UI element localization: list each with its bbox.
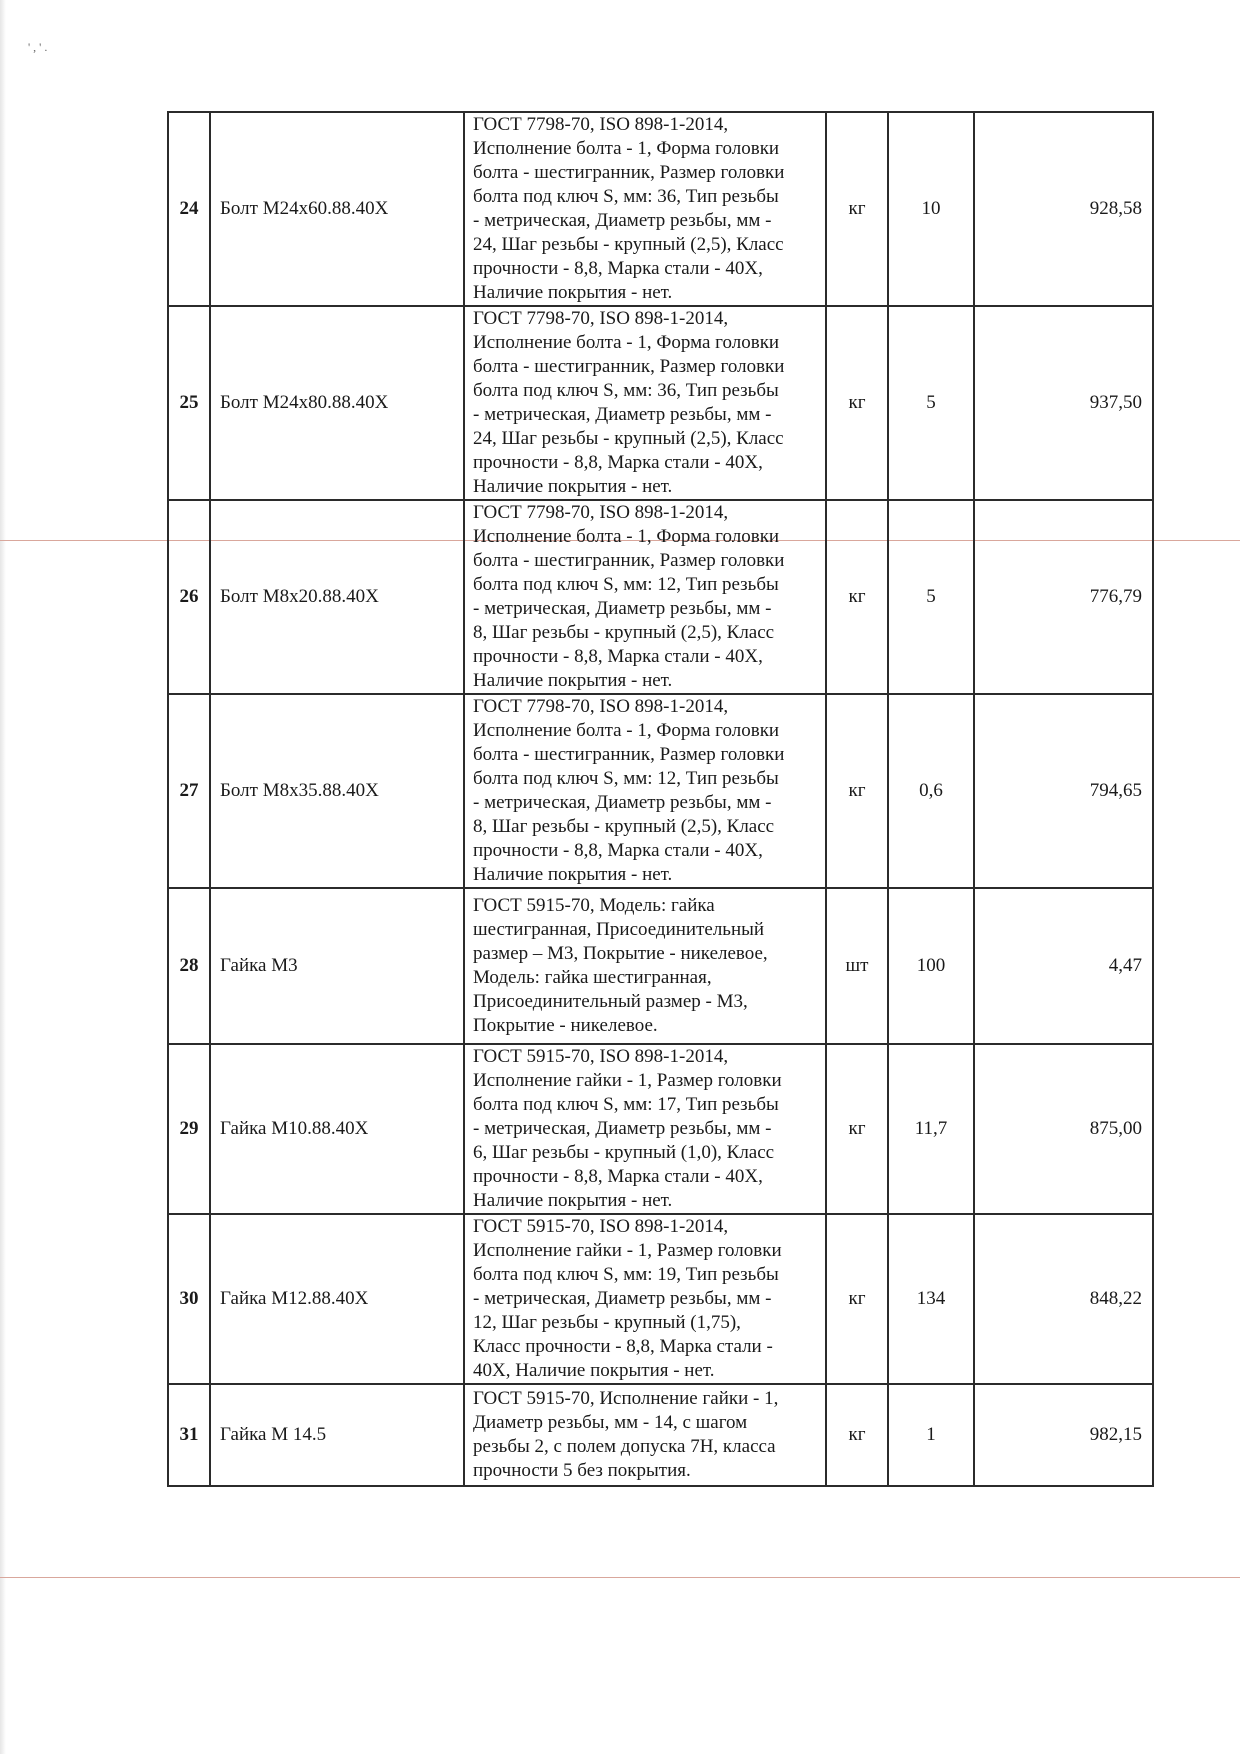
description-line: - метрическая, Диаметр резьбы, мм -: [473, 404, 772, 425]
description-line: - метрическая, Диаметр резьбы, мм -: [473, 598, 772, 619]
item-description: [464, 306, 826, 500]
table-row: [168, 1044, 1153, 1214]
row-number: 26: [168, 500, 210, 694]
description-line: 6, Шаг резьбы - крупный (1,0), Класс: [473, 1142, 775, 1163]
description-line: болта под ключ S, мм: 36, Тип резьбы: [473, 380, 779, 401]
description-line: Исполнение болта - 1, Форма головки: [473, 720, 780, 741]
description-line: 12, Шаг резьбы - крупный (1,75),: [473, 1312, 741, 1333]
description-line: прочности - 8,8, Марка стали - 40Х,: [473, 258, 763, 279]
description-line: Исполнение гайки - 1, Размер головки: [473, 1070, 782, 1091]
description-line: болта - шестигранник, Размер головки: [473, 162, 785, 183]
unit-of-measure: шт: [826, 888, 888, 1044]
price: 875,00: [974, 1044, 1153, 1214]
row-number: 30: [168, 1214, 210, 1384]
description-line: ГОСТ 7798-70, ISO 898-1-2014,: [473, 696, 729, 717]
description-line: ГОСТ 5915-70, ISO 898-1-2014,: [473, 1216, 729, 1237]
item-name: Болт М8х35.88.40Х: [210, 694, 464, 888]
table-row: [168, 1214, 1153, 1384]
quantity: 134: [888, 1214, 974, 1384]
item-description: [464, 1044, 826, 1214]
description-line: Исполнение болта - 1, Форма головки: [473, 526, 780, 547]
price: 776,79: [974, 500, 1153, 694]
fold-line-lower: [0, 1577, 1240, 1578]
unit-of-measure: кг: [826, 1214, 888, 1384]
unit-of-measure: кг: [826, 694, 888, 888]
description-line: размер – М3, Покрытие - никелевое,: [473, 943, 768, 964]
quantity: 5: [888, 306, 974, 500]
description-line: 24, Шаг резьбы - крупный (2,5), Класс: [473, 428, 784, 449]
description-line: Наличие покрытия - нет.: [473, 1190, 673, 1211]
row-number: 24: [168, 112, 210, 306]
price: 928,58: [974, 112, 1153, 306]
description-line: ГОСТ 7798-70, ISO 898-1-2014,: [473, 308, 729, 329]
price: 937,50: [974, 306, 1153, 500]
price: 794,65: [974, 694, 1153, 888]
item-name: Гайка М12.88.40Х: [210, 1214, 464, 1384]
table-row: [168, 500, 1153, 694]
description-line: 8, Шаг резьбы - крупный (2,5), Класс: [473, 816, 775, 837]
description-line: Класс прочности - 8,8, Марка стали -: [473, 1336, 773, 1357]
description-line: Исполнение гайки - 1, Размер головки: [473, 1240, 782, 1261]
item-name: Гайка М 14.5: [210, 1384, 464, 1486]
item-name: Гайка М3: [210, 888, 464, 1044]
table-row: [168, 112, 1153, 306]
description-line: ГОСТ 5915-70, Модель: гайка: [473, 895, 715, 916]
item-description: [464, 500, 826, 694]
description-line: Модель: гайка шестигранная,: [473, 967, 712, 988]
item-description: [464, 112, 826, 306]
description-line: резьбы 2, с полем допуска 7Н, класса: [473, 1436, 776, 1457]
unit-of-measure: кг: [826, 500, 888, 694]
description-line: болта под ключ S, мм: 12, Тип резьбы: [473, 768, 779, 789]
description-line: - метрическая, Диаметр резьбы, мм -: [473, 1288, 772, 1309]
item-description: [464, 888, 826, 1044]
quantity: 100: [888, 888, 974, 1044]
scan-corner-mark: ' , ' .: [28, 40, 48, 54]
item-name: Болт М8х20.88.40Х: [210, 500, 464, 694]
unit-of-measure: кг: [826, 306, 888, 500]
item-description: [464, 1214, 826, 1384]
description-line: Наличие покрытия - нет.: [473, 670, 673, 691]
table-row: [168, 694, 1153, 888]
row-number: 25: [168, 306, 210, 500]
description-line: болта - шестигранник, Размер головки: [473, 550, 785, 571]
unit-of-measure: кг: [826, 112, 888, 306]
item-description: [464, 694, 826, 888]
description-line: прочности - 8,8, Марка стали - 40Х,: [473, 646, 763, 667]
item-name: Болт М24х80.88.40Х: [210, 306, 464, 500]
description-line: Присоединительный размер - М3,: [473, 991, 748, 1012]
description-line: Исполнение болта - 1, Форма головки: [473, 138, 780, 159]
description-line: ГОСТ 7798-70, ISO 898-1-2014,: [473, 502, 729, 523]
description-line: болта под ключ S, мм: 17, Тип резьбы: [473, 1094, 779, 1115]
quantity: 5: [888, 500, 974, 694]
description-line: 40Х, Наличие покрытия - нет.: [473, 1360, 715, 1381]
description-line: - метрическая, Диаметр резьбы, мм -: [473, 210, 772, 231]
description-line: Наличие покрытия - нет.: [473, 476, 673, 497]
description-line: 24, Шаг резьбы - крупный (2,5), Класс: [473, 234, 784, 255]
description-line: болта - шестигранник, Размер головки: [473, 744, 785, 765]
table-row: [168, 888, 1153, 1044]
price: 4,47: [974, 888, 1153, 1044]
description-line: ГОСТ 5915-70, Исполнение гайки - 1,: [473, 1388, 779, 1409]
item-name: Болт М24х60.88.40Х: [210, 112, 464, 306]
unit-of-measure: кг: [826, 1044, 888, 1214]
description-line: прочности 5 без покрытия.: [473, 1460, 691, 1481]
row-number: 31: [168, 1384, 210, 1486]
description-line: - метрическая, Диаметр резьбы, мм -: [473, 792, 772, 813]
price: 982,15: [974, 1384, 1153, 1486]
row-number: 29: [168, 1044, 210, 1214]
description-line: ГОСТ 5915-70, ISO 898-1-2014,: [473, 1046, 729, 1067]
scan-left-edge: [0, 0, 6, 1754]
description-line: Наличие покрытия - нет.: [473, 282, 673, 303]
quantity: 10: [888, 112, 974, 306]
specification-table: [167, 111, 1154, 1487]
description-line: Наличие покрытия - нет.: [473, 864, 673, 885]
price: 848,22: [974, 1214, 1153, 1384]
description-line: Диаметр резьбы, мм - 14, с шагом: [473, 1412, 748, 1433]
description-line: болта под ключ S, мм: 12, Тип резьбы: [473, 574, 779, 595]
description-line: прочности - 8,8, Марка стали - 40Х,: [473, 452, 763, 473]
description-line: шестигранная, Присоединительный: [473, 919, 765, 940]
table-row: [168, 1384, 1153, 1486]
description-line: болта под ключ S, мм: 19, Тип резьбы: [473, 1264, 779, 1285]
quantity: 0,6: [888, 694, 974, 888]
row-number: 28: [168, 888, 210, 1044]
item-name: Гайка М10.88.40Х: [210, 1044, 464, 1214]
description-line: болта под ключ S, мм: 36, Тип резьбы: [473, 186, 779, 207]
description-line: Покрытие - никелевое.: [473, 1015, 658, 1036]
description-line: 8, Шаг резьбы - крупный (2,5), Класс: [473, 622, 775, 643]
description-line: ГОСТ 7798-70, ISO 898-1-2014,: [473, 114, 729, 135]
description-line: Исполнение болта - 1, Форма головки: [473, 332, 780, 353]
unit-of-measure: кг: [826, 1384, 888, 1486]
description-line: - метрическая, Диаметр резьбы, мм -: [473, 1118, 772, 1139]
table-row: [168, 306, 1153, 500]
row-number: 27: [168, 694, 210, 888]
quantity: 1: [888, 1384, 974, 1486]
description-line: прочности - 8,8, Марка стали - 40Х,: [473, 1166, 763, 1187]
description-line: прочности - 8,8, Марка стали - 40Х,: [473, 840, 763, 861]
quantity: 11,7: [888, 1044, 974, 1214]
description-line: болта - шестигранник, Размер головки: [473, 356, 785, 377]
item-description: [464, 1384, 826, 1486]
